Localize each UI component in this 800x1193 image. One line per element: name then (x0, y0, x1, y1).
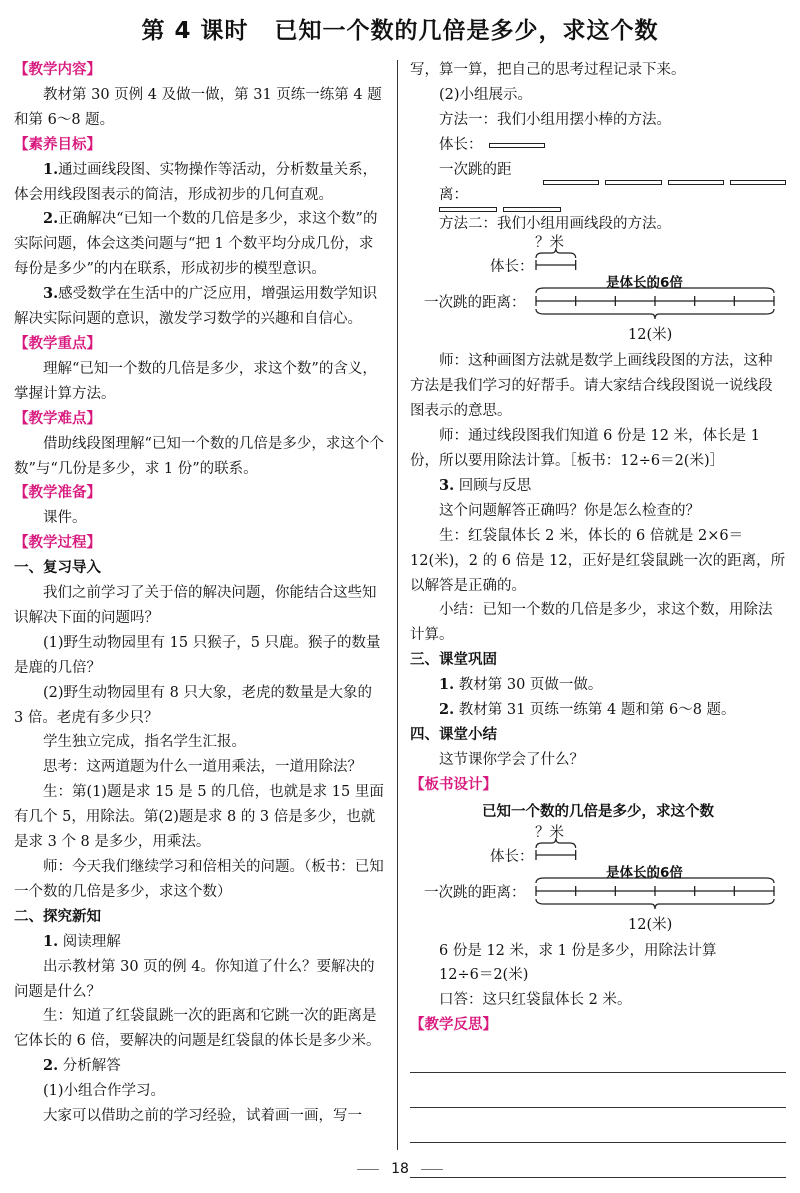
stick-body-label: 体长： (439, 136, 483, 153)
goal-1: 1.通过画线段图、实物操作等活动，分析数量关系，体会用线段图表示的简洁，形成初步的几何直观。 (14, 160, 378, 203)
stick-icon (489, 143, 545, 148)
s2-1-p2: 生：知道了红袋鼠跳一次的距离和它跳一次的距离是它体长的 6 倍，要解决的问题是红袋鼠的体长是多少米。 (14, 1008, 381, 1050)
stick-icon (668, 180, 724, 185)
stick-jump-label: 一次跳的距离： (439, 161, 512, 203)
s1-q1: (1)野生动物园里有 15 只猴子，5 只鹿。猴子的数量是鹿的几倍？ (14, 634, 381, 676)
times-label: 是体长的6倍 (606, 864, 683, 881)
goal-2: 2.正确解决“已知一个数的几倍是多少，求这个数”的实际问题，体会这类问题与“把 1 个数平均分成几份，求每份是多少”的内在联系，形成初步的模型意识。 (14, 210, 378, 278)
reflection-line (410, 1073, 786, 1108)
s3-item-1: 1. 教材第 30 页做一做。 (439, 676, 603, 694)
s1-q2: (2)野生动物园里有 8 只大象，老虎的数量是大象的 3 倍。老虎有多少只？ (14, 684, 372, 726)
s2-3-heading: 3. 回顾与反思 (439, 476, 532, 494)
section-2-heading: 二、探究新知 (14, 908, 101, 925)
question-label: ？米 (535, 235, 564, 252)
lesson-number: 第 4 课时 (141, 18, 249, 44)
tag-prep: 【教学准备】 (14, 485, 101, 502)
question-label: ？米 (535, 824, 564, 841)
stick-body-row (410, 133, 786, 158)
r-p7: 小结：已知一个数的几倍是多少，求这个数，用除法计算。 (410, 602, 773, 644)
total-label: 12(米) (628, 916, 673, 933)
tag-difficult: 【教学难点】 (14, 410, 101, 427)
section-3-heading: 三、课堂巩固 (410, 652, 497, 669)
s2-1-p1: 出示教材第 30 页的例 4。你知道了什么？要解决的问题是什么？ (14, 958, 375, 1000)
section-4-heading: 四、课堂小结 (410, 726, 497, 743)
s2-2-p1: (1)小组合作学习。 (43, 1083, 166, 1100)
total-brace (536, 309, 774, 319)
stick-jump-row (410, 158, 786, 208)
prep-text: 课件。 (43, 510, 87, 527)
segment-diagram-1 (410, 237, 786, 349)
s1-p4: 生：第(1)题是求 15 是 5 的几倍，也就是求 15 里面有几个 5，用除法。第(2)题是求 8 的 3 倍是多少，也就是求 3 个 8 是多少，用乘法。 (14, 784, 384, 851)
reflection-line (410, 1108, 786, 1143)
total-label: 12(米) (628, 327, 673, 344)
page-dash-right (421, 1169, 443, 1170)
stick-icon (543, 180, 599, 185)
s2-2-p2: 大家可以借助之前的学习经验，试着画一画，写一 (43, 1108, 362, 1125)
segment-diagram-2 (410, 824, 786, 939)
total-brace (536, 899, 774, 909)
r-p5: 这个问题解答正确吗？你是怎么检查的？ (439, 502, 700, 519)
s1-p1: 我们之前学习了关于倍的解决问题，你能结合这些知识解决下面的问题吗？ (14, 585, 377, 626)
diagram-jump-label: 一次跳的距离： (424, 295, 526, 312)
right-column (410, 58, 786, 1178)
left-column (14, 58, 384, 1129)
s1-p5: 师：今天我们继续学习和倍相关的问题。（板书：已知一个数的几倍是多少，求这个数） (14, 859, 384, 900)
difficult-text: 借助线段图理解“已知一个数的几倍是多少，求这个个数”与“几份是多少，求 1 份”的联系。 (14, 435, 384, 477)
r-p2: (2)小组展示。 (439, 86, 533, 103)
s3-item-2: 2. 教材第 31 页练一练第 4 题和第 6～8 题。 (439, 701, 736, 719)
column-divider (397, 60, 398, 1150)
method-1: 方法一：我们小组用摆小棒的方法。 (439, 111, 671, 128)
tag-key: 【教学重点】 (14, 335, 101, 352)
page-dash-left (357, 1169, 379, 1170)
page-title (0, 12, 800, 45)
board-line-1: 6 份是 12 米，求 1 份是多少，用除法计算 (439, 942, 717, 959)
s1-p3: 思考：这两道题为什么一道用乘法，一道用除法？ (43, 759, 362, 776)
reflection-line (410, 1038, 786, 1073)
tag-board: 【板书设计】 (410, 776, 497, 793)
s1-p2: 学生独立完成，指名学生汇报。 (43, 734, 246, 751)
section-1-heading: 一、复习导入 (14, 560, 101, 577)
key-text: 理解“已知一个数的几倍是多少，求这个数”的含义，掌握计算方法。 (14, 360, 377, 402)
tag-process: 【教学过程】 (14, 535, 101, 552)
s4-p1: 这节课你学会了什么？ (439, 751, 584, 768)
stick-icon (605, 180, 661, 185)
method-2: 方法二：我们小组用画线段的方法。 (439, 216, 671, 233)
diagram-jump-label: 一次跳的距离： (424, 884, 526, 901)
tag-content: 【教学内容】 (14, 62, 101, 78)
s2-2-heading: 2. 分析解答 (43, 1057, 121, 1075)
r-p3: 师：这种画图方法就是数学上画线段图的方法，这种方法是我们学习的好帮手。请大家结合线段图说一说线段图表示的意思。 (410, 353, 773, 420)
tag-goals: 【素养目标】 (14, 136, 101, 153)
page-number: 18 (0, 1161, 800, 1177)
stick-icon (730, 180, 786, 185)
content-text: 教材第 30 页例 4 及做一做，第 31 页练一练第 4 题和第 6～8 题。 (14, 86, 382, 128)
tag-reflect: 【教学反思】 (410, 1017, 497, 1034)
diagram-body-label: 体长： (490, 848, 534, 865)
board-line-3: 口答：这只红袋鼠体长 2 米。 (439, 992, 632, 1009)
r-p1: 写，算一算，把自己的思考过程记录下来。 (410, 62, 686, 78)
lesson-title: 已知一个数的几倍是多少，求这个数 (274, 18, 659, 44)
times-label: 是体长的6倍 (606, 275, 683, 292)
diagram-body-label: 体长： (490, 259, 534, 276)
r-p6: 生：红袋鼠体长 2 米，体长的 6 倍就是 2×6＝12(米)，2 的 6 倍是 12，正好是红袋鼠跳一次的距离，所以解答是正确的。 (410, 527, 786, 594)
s2-1-heading: 1. 阅读理解 (43, 932, 121, 950)
r-p4: 师：通过线段图我们知道 6 份是 12 米，体长是 1 份，所以要用除法计算。［板书：12÷6＝2(米)］ (410, 428, 760, 469)
board-title: 已知一个数的几倍是多少，求这个数 (482, 803, 714, 820)
board-line-2: 12÷6＝2(米) (439, 967, 529, 984)
goal-3: 3.感受数学在生活中的广泛应用，增强运用数学知识解决实际问题的意识，激发学习数学的兴趣和自信心。 (14, 285, 378, 328)
